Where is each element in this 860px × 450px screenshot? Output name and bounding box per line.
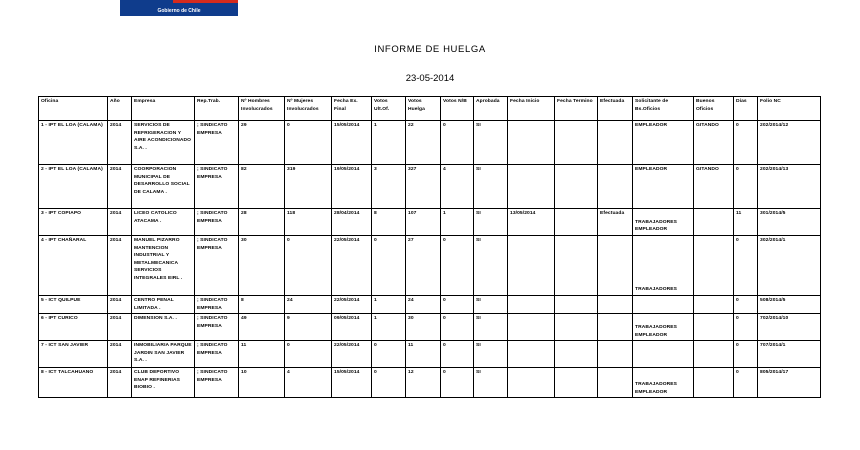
table-cell: 4 xyxy=(441,165,474,209)
gobierno-logo xyxy=(120,0,238,16)
table-cell: ; SINDICATO EMPRESA xyxy=(195,314,239,341)
table-cell: 6 - IPT CURICO xyxy=(39,314,108,341)
table-cell: 27 xyxy=(406,236,441,296)
table-row xyxy=(39,165,821,209)
table-cell: TRABAJADORES xyxy=(633,236,694,296)
table-cell: 508/2014/5 xyxy=(758,296,821,314)
table-cell: 327 xyxy=(406,165,441,209)
table-row xyxy=(39,341,821,368)
column-header: Oficina xyxy=(39,97,108,121)
table-cell: CENTRO PENAL LIMITADA . xyxy=(132,296,195,314)
table-cell: 1 - IPT EL LOA (CALAMA) xyxy=(39,121,108,165)
table-cell: 22/05/2014 xyxy=(332,341,372,368)
table-cell: CLUB DEPORTIVO ENAP REFINERIAS BIOBIO . xyxy=(132,368,195,398)
table-cell: SI xyxy=(474,236,508,296)
table-cell xyxy=(598,341,633,368)
table-cell: 0 xyxy=(285,236,332,296)
table-cell: SI xyxy=(474,121,508,165)
table-cell: 8 - ICT TALCAHUANO xyxy=(39,368,108,398)
table-cell: MANUEL PIZARRO MANTENCION INDUSTRIAL Y METALMECANICA SERVICIOS INTEGRALES EIRL . xyxy=(132,236,195,296)
table-cell: 0 xyxy=(441,121,474,165)
table-cell xyxy=(508,165,555,209)
table-cell: 7 - ICT SAN JAVIER xyxy=(39,341,108,368)
column-header: Votos Huelga xyxy=(406,97,441,121)
table-cell: 2014 xyxy=(108,368,132,398)
table-cell xyxy=(694,209,734,236)
table-cell: 28/04/2014 xyxy=(332,209,372,236)
column-header: Aprobada xyxy=(474,97,508,121)
table-cell: 0 xyxy=(285,121,332,165)
table-cell: INMOBILIARIA PARQUE JARDIN SAN JAVIER S.A. . xyxy=(132,341,195,368)
table-cell xyxy=(694,314,734,341)
table-cell xyxy=(555,165,598,209)
table-cell xyxy=(508,296,555,314)
table-cell xyxy=(633,296,694,314)
column-header: Año xyxy=(108,97,132,121)
table-cell: 301/2014/5 xyxy=(758,209,821,236)
table-cell: EMPLEADOR xyxy=(633,121,694,165)
table-cell xyxy=(555,209,598,236)
column-header: Fecha Inicio xyxy=(508,97,555,121)
table-header-row xyxy=(39,97,821,121)
table-cell: 805/2014/17 xyxy=(758,368,821,398)
table-cell xyxy=(694,368,734,398)
table-cell: SI xyxy=(474,341,508,368)
table-cell: 118 xyxy=(285,209,332,236)
table-row xyxy=(39,314,821,341)
table-cell: 15/05/2014 xyxy=(332,121,372,165)
table-cell: 2014 xyxy=(108,209,132,236)
table-row xyxy=(39,368,821,398)
table-cell xyxy=(694,236,734,296)
column-header: Rep.Trab. xyxy=(195,97,239,121)
table-cell: TRABAJADORES EMPLEADOR xyxy=(633,209,694,236)
table-cell: 2014 xyxy=(108,314,132,341)
table-cell: 1 xyxy=(372,121,406,165)
table-cell: 24 xyxy=(406,296,441,314)
table-cell: 707/2014/1 xyxy=(758,341,821,368)
column-header: Buenos Oficios xyxy=(694,97,734,121)
table-cell: 1 xyxy=(372,314,406,341)
report-title: INFORME DE HUELGA xyxy=(374,44,486,55)
table-cell: 8 xyxy=(239,296,285,314)
table-cell: 8 xyxy=(372,209,406,236)
table-cell: 0 xyxy=(734,296,758,314)
table-cell: 29 xyxy=(239,121,285,165)
column-header: Días xyxy=(734,97,758,121)
strike-report-table xyxy=(38,96,821,398)
column-header: Efectuada xyxy=(598,97,633,121)
table-cell: SERVICIOS DE REFRIGERACION Y AIRE ACONDICIONADO S.A. . xyxy=(132,121,195,165)
table-cell xyxy=(633,341,694,368)
table-cell: SI xyxy=(474,165,508,209)
table-cell: 22 xyxy=(406,121,441,165)
table-cell xyxy=(598,165,633,209)
table-cell: 22/05/2014 xyxy=(332,236,372,296)
table-cell xyxy=(508,314,555,341)
column-header: Empresa xyxy=(132,97,195,121)
table-cell: 2014 xyxy=(108,341,132,368)
table-cell: 0 xyxy=(372,341,406,368)
table-cell: 0 xyxy=(734,121,758,165)
table-cell xyxy=(598,368,633,398)
table-cell: 1 xyxy=(441,209,474,236)
table-cell: 10 xyxy=(239,368,285,398)
table-cell: 12 xyxy=(406,368,441,398)
table-cell: EMPLEADOR xyxy=(633,165,694,209)
table-cell: ; SINDICATO EMPRESA xyxy=(195,236,239,296)
table-cell: ; SINDICATO EMPRESA xyxy=(195,341,239,368)
table-cell: 0 xyxy=(441,341,474,368)
table-cell: 49 xyxy=(239,314,285,341)
column-header: Fecha Ex. Final xyxy=(332,97,372,121)
column-header: Nº Hombres Involucrados xyxy=(239,97,285,121)
table-cell: SI xyxy=(474,296,508,314)
table-cell xyxy=(508,121,555,165)
table-cell: 15/05/2014 xyxy=(332,368,372,398)
table-cell: 1 xyxy=(372,296,406,314)
table-body xyxy=(39,121,821,398)
table-cell: 319 xyxy=(285,165,332,209)
column-header: Folio NC xyxy=(758,97,821,121)
table-cell: 30 xyxy=(406,314,441,341)
column-header: Nº Mujeres Involucrados xyxy=(285,97,332,121)
table-cell: GITANDO xyxy=(694,121,734,165)
table-cell: 202/2014/13 xyxy=(758,165,821,209)
table-cell xyxy=(555,236,598,296)
table-cell xyxy=(598,296,633,314)
table-cell: 0 xyxy=(734,165,758,209)
table-cell: 82 xyxy=(239,165,285,209)
table-cell: ; SINDICATO EMPRESA xyxy=(195,121,239,165)
logo-text: Gobierno de Chile xyxy=(157,8,201,14)
table-cell: 4 - IPT CHAÑARAL xyxy=(39,236,108,296)
logo-flag-stripe xyxy=(120,0,238,3)
table-cell: 0 xyxy=(285,341,332,368)
table-cell: 11 xyxy=(734,209,758,236)
table-cell: 09/05/2014 xyxy=(332,314,372,341)
table-cell: LICEO CATOLICO ATACAMA . xyxy=(132,209,195,236)
table-cell: 0 xyxy=(734,314,758,341)
table-cell: 28 xyxy=(239,209,285,236)
table-cell xyxy=(555,341,598,368)
table-cell: 22/05/2014 xyxy=(332,296,372,314)
table-cell xyxy=(598,314,633,341)
table-cell: 0 xyxy=(441,296,474,314)
table-cell: SI xyxy=(474,209,508,236)
table-cell: TRABAJADORES EMPLEADOR xyxy=(633,314,694,341)
table-cell: DIMENSION S.A. . xyxy=(132,314,195,341)
table-cell: 702/2014/10 xyxy=(758,314,821,341)
table-cell: 24 xyxy=(285,296,332,314)
table-cell: 0 xyxy=(441,314,474,341)
table-cell xyxy=(555,314,598,341)
table-cell: 302/2014/1 xyxy=(758,236,821,296)
table-cell: ; SINDICATO EMPRESA xyxy=(195,368,239,398)
table-cell: 3 xyxy=(372,165,406,209)
column-header: Fecha Termino xyxy=(555,97,598,121)
table-cell xyxy=(598,121,633,165)
table-cell xyxy=(555,121,598,165)
table-row xyxy=(39,121,821,165)
table-cell: GITANDO xyxy=(694,165,734,209)
table-cell: ; SINDICATO EMPRESA xyxy=(195,165,239,209)
table-cell xyxy=(694,296,734,314)
table-cell: 202/2014/12 xyxy=(758,121,821,165)
table-row xyxy=(39,296,821,314)
table-cell: 19/05/2014 xyxy=(332,165,372,209)
table-cell xyxy=(598,236,633,296)
table-cell: 107 xyxy=(406,209,441,236)
table-cell: 3 - IPT COPIAPO xyxy=(39,209,108,236)
table-cell: Efectuada xyxy=(598,209,633,236)
table-cell: 0 xyxy=(734,341,758,368)
table-row xyxy=(39,236,821,296)
table-cell: 0 xyxy=(372,236,406,296)
table-cell xyxy=(508,236,555,296)
table-cell: 0 xyxy=(734,236,758,296)
table-cell: 11 xyxy=(239,341,285,368)
report-date: 23-05-2014 xyxy=(405,73,455,84)
table-cell: 13/05/2014 xyxy=(508,209,555,236)
table-cell: 9 xyxy=(285,314,332,341)
table-cell: 4 xyxy=(285,368,332,398)
table-cell: 2014 xyxy=(108,165,132,209)
table-cell: 2014 xyxy=(108,296,132,314)
column-header: Votos N/B xyxy=(441,97,474,121)
table-cell: 0 xyxy=(734,368,758,398)
table-cell xyxy=(555,368,598,398)
table-cell xyxy=(694,341,734,368)
table-cell: 30 xyxy=(239,236,285,296)
column-header: Solicitante de Bs.Oficios xyxy=(633,97,694,121)
table-cell xyxy=(508,341,555,368)
table-cell: SI xyxy=(474,314,508,341)
table-cell: 11 xyxy=(406,341,441,368)
table-row xyxy=(39,209,821,236)
table-cell: ; SINDICATO EMPRESA xyxy=(195,209,239,236)
table-cell: 2 - IPT EL LOA (CALAMA) xyxy=(39,165,108,209)
table-cell: SI xyxy=(474,368,508,398)
table-cell: 0 xyxy=(441,236,474,296)
table-cell: TRABAJADORES EMPLEADOR xyxy=(633,368,694,398)
table-cell xyxy=(508,368,555,398)
table-cell: 2014 xyxy=(108,121,132,165)
table-cell: 0 xyxy=(441,368,474,398)
column-header: Votos Ult.Of. xyxy=(372,97,406,121)
table-cell: ; SINDICATO EMPRESA xyxy=(195,296,239,314)
table-cell xyxy=(555,296,598,314)
table-cell: COORPORACION MUNICIPAL DE DESARROLLO SOCIAL DE CALAMA . xyxy=(132,165,195,209)
table-cell: 5 - ICT QUILPUE xyxy=(39,296,108,314)
table-cell: 2014 xyxy=(108,236,132,296)
table-cell: 0 xyxy=(372,368,406,398)
